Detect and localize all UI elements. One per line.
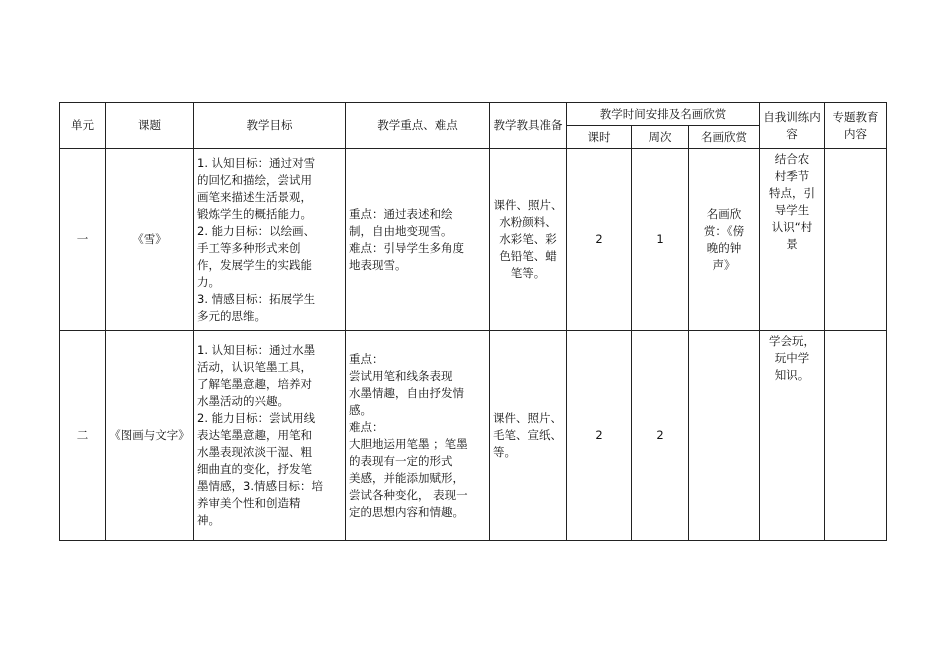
selftrain-cell: 结合农 村季节 特点，引 导学生 认识“村 景 (760, 149, 825, 331)
topic-cell: 《图画与文字》 (106, 331, 194, 541)
header-selftrain: 自我训练内容 (760, 103, 825, 149)
header-special: 专题教育内容 (825, 103, 887, 149)
goals-cell: 1. 认知目标：通过对雪 的回忆和描绘，尝试用 画笔来描述生活景观， 锻炼学生的概括能力。 2. 能力目标：以绘画、 手工等多种形式来创 作，发展学生的实践能 力。 3. 情感目标：拓展学生 多元的思维。 (194, 149, 346, 331)
hours-cell: 2 (567, 331, 632, 541)
header-unit: 单元 (60, 103, 106, 149)
goals-cell: 1. 认知目标：通过水墨 活动，认识笔墨工具， 了解笔墨意趣，培养对 水墨活动的兴趣。 2. 能力目标：尝试用线 表达笔墨意趣，用笔和 水墨表现浓淡干湿、粗 细曲直的变化，抒发笔 墨情感，3.情感目标：培 养审美个性和创造精 神。 (194, 331, 346, 541)
header-goals: 教学目标 (194, 103, 346, 149)
header-week: 周次 (632, 126, 689, 149)
tools-cell: 课件、照片、 水粉颜料、 水彩笔、彩 色铅笔、蜡 笔等。 (490, 149, 567, 331)
hours-cell: 2 (567, 149, 632, 331)
special-cell (825, 331, 887, 541)
unit-cell: 二 (60, 331, 106, 541)
painting-cell: 名画欣 赏：《傍 晚的钟 声》 (689, 149, 760, 331)
header-hours: 课时 (567, 126, 632, 149)
topic-cell: 《雪》 (106, 149, 194, 331)
selftrain-cell: 学会玩， 玩中学 知识。 (760, 331, 825, 541)
unit-cell: 一 (60, 149, 106, 331)
header-schedule: 教学时间安排及名画欣赏 (567, 103, 760, 126)
header-keys: 教学重点、难点 (346, 103, 490, 149)
keys-cell: 重点：通过表述和绘 制，自由地变现雪。 难点：引导学生多角度 地表现雪。 (346, 149, 490, 331)
tools-cell: 课件、照片、 毛笔、宣纸、 等。 (490, 331, 567, 541)
week-cell: 2 (632, 331, 689, 541)
header-topic: 课题 (106, 103, 194, 149)
special-cell (825, 149, 887, 331)
header-painting: 名画欣赏 (689, 126, 760, 149)
lesson-plan-table (59, 102, 887, 541)
keys-cell: 重点： 尝试用笔和线条表现 水墨情趣，自由抒发情 感。 难点： 大胆地运用笔墨 ；笔墨 的表现有一定的形式 美感，并能添加赋形， 尝试各种变化， 表现一 定的思想内容和情趣。 (346, 331, 490, 541)
table-row (60, 149, 887, 331)
week-cell: 1 (632, 149, 689, 331)
header-row (60, 103, 887, 126)
table-row (60, 331, 887, 541)
painting-cell (689, 331, 760, 541)
header-tools: 教学教具准备 (490, 103, 567, 149)
